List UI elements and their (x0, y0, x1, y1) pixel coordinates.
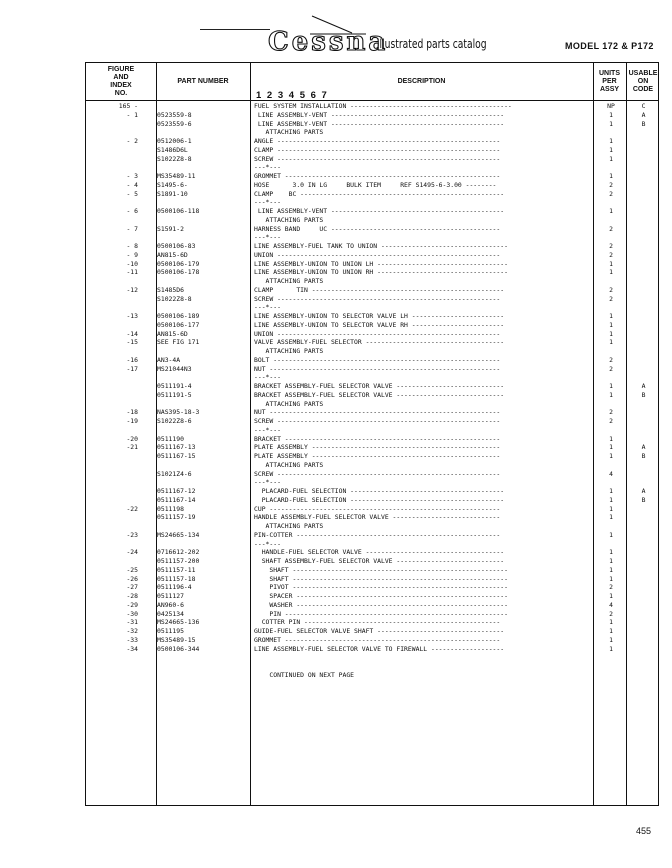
units-cell: 1 (609, 644, 613, 653)
row-index-cell: -33 (126, 635, 138, 644)
row-index-cell: 165 - (118, 102, 138, 110)
row-index-cell: -20 (126, 434, 138, 443)
table-row (86, 435, 660, 443)
table-row (86, 146, 660, 154)
description-cell: ---*--- (254, 539, 281, 548)
description-cell: PLACARD-FUEL SELECTION ---------------------------------------- (254, 495, 505, 504)
row-index-cell: -16 (126, 355, 138, 364)
usable-code-cell: B (641, 452, 646, 460)
description-cell: ---*--- (254, 303, 281, 312)
table-row (86, 207, 660, 215)
table-row (86, 172, 660, 180)
units-cell: 1 (609, 574, 613, 583)
table-row (86, 382, 660, 390)
description-cell: HARNESS BAND UC -------------------------------------------- (254, 224, 501, 233)
units-cell: 1 (609, 565, 613, 574)
units-cell: 4 (609, 600, 613, 609)
part-number-cell: S1022Z8-8 (157, 294, 192, 303)
units-cell: NP (607, 102, 615, 110)
description-cell: SPACER ------------------------------------------------------- (254, 592, 508, 600)
units-cell: 1 (609, 119, 613, 128)
description-cell: SHAFT -------------------------------------------------------- (254, 565, 508, 574)
description-cell: ATTACHING PARTS (254, 277, 324, 285)
description-cell: PLATE ASSEMBLY ------------------------------------------------- (254, 443, 501, 452)
table-row (86, 321, 660, 329)
units-cell: 1 (609, 338, 613, 347)
units-cell: 2 (609, 294, 613, 303)
description-cell: LINE ASSEMBLY-UNION TO UNION RH ---------------------------------- (254, 268, 508, 277)
part-number-cell: AN960-6 (157, 600, 184, 609)
part-number-cell: 0511157-11 (157, 565, 196, 574)
row-index-cell: -23 (126, 530, 138, 539)
description-cell: ---*--- (254, 478, 281, 487)
row-index-cell: -24 (126, 548, 138, 557)
description-cell: PLACARD-FUEL SELECTION ---------------------------------------- (254, 487, 505, 495)
part-number-cell: AN3-4A (157, 355, 181, 364)
description-cell: LINE ASSEMBLY-VENT --------------------------------------------- (254, 110, 505, 119)
part-number-cell: 0500106-179 (157, 259, 200, 268)
table-row (86, 295, 660, 303)
row-index-cell: - 4 (126, 180, 138, 189)
table-row (86, 181, 660, 189)
part-number-cell: MS35489-11 (157, 172, 196, 180)
table-row (86, 443, 660, 451)
table-row (86, 627, 660, 635)
units-cell: 1 (609, 312, 613, 320)
description-cell: SCREW ---------------------------------------------------------- (254, 294, 501, 303)
units-cell: 1 (609, 443, 613, 452)
row-index-cell: -30 (126, 609, 138, 618)
units-cell: 2 (609, 583, 613, 592)
row-index-cell: -27 (126, 583, 138, 592)
row-index-cell: -12 (126, 285, 138, 294)
table-row (86, 190, 660, 198)
table-row (86, 155, 660, 163)
units-cell: 4 (609, 469, 613, 478)
description-cell: ATTACHING PARTS (254, 460, 324, 469)
brand-rule (200, 29, 270, 30)
part-number-cell: S1495-6- (157, 180, 188, 189)
row-index-cell: -26 (126, 574, 138, 583)
usable-code-cell: B (641, 390, 646, 399)
description-cell: GUIDE-FUEL SELECTOR VALVE SHAFT --------------------------------- (254, 627, 505, 635)
units-cell: 1 (609, 530, 613, 539)
description-cell: PIN ---------------------------------------------------------- (254, 609, 508, 618)
units-cell: 1 (609, 618, 613, 627)
table-row (86, 225, 660, 233)
table-row (86, 391, 660, 399)
description-cell: BOLT ----------------------------------------------------------- (254, 355, 501, 364)
units-cell: 1 (609, 320, 613, 329)
description-cell: ATTACHING PARTS (254, 347, 324, 355)
part-number-cell: 0512006-1 (157, 137, 192, 145)
table-row (86, 356, 660, 364)
description-cell: CLAMP ---------------------------------------------------------- (254, 145, 501, 154)
table-row (86, 303, 660, 311)
description-cell: PIN-COTTER ----------------------------------------------------- (254, 530, 501, 539)
row-index-cell: - 5 (126, 189, 138, 198)
table-row (86, 566, 660, 574)
part-number-header: PART NUMBER (177, 77, 229, 85)
units-cell: 1 (609, 635, 613, 644)
description-cell: ATTACHING PARTS (254, 128, 324, 137)
table-row (86, 513, 660, 521)
model-label: MODEL 172 & P172 (565, 41, 654, 51)
header-divider (86, 100, 658, 101)
description-cell: WASHER ------------------------------------------------------- (254, 600, 508, 609)
table-row (86, 251, 660, 259)
description-cell: PIVOT -------------------------------------------------------- (254, 583, 508, 592)
description-cell: CUP ------------------------------------------------------------ (254, 504, 501, 513)
units-cell: 1 (609, 592, 613, 600)
part-number-cell: 0511191-5 (157, 390, 192, 399)
description-cell: ATTACHING PARTS (254, 215, 324, 224)
part-number-cell: S1022Z8-6 (157, 417, 192, 425)
description-cell: NUT ------------------------------------------------------------ (254, 364, 501, 373)
table-row (86, 548, 660, 556)
table-row (86, 522, 660, 530)
description-cell: LINE ASSEMBLY-FUEL SELECTOR VALVE TO FIREWALL ------------------- (254, 644, 505, 653)
description-cell: CLAMP BC ----------------------------------------------------- (254, 189, 505, 198)
description-cell: ---*--- (254, 163, 281, 172)
units-cell: 1 (609, 513, 613, 522)
description-cell: HANDLE-FUEL SELECTOR VALVE ------------------------------------ (254, 548, 505, 557)
part-number-cell: MS35489-15 (157, 635, 196, 644)
units-cell: 2 (609, 417, 613, 425)
units-cell: 2 (609, 609, 613, 618)
units-cell: 1 (609, 627, 613, 635)
description-cell: SHAFT -------------------------------------------------------- (254, 574, 508, 583)
table-row (86, 671, 660, 679)
units-cell: 1 (609, 137, 613, 145)
description-cell: SHAFT ASSEMBLY-FUEL SELECTOR VALVE ---------------------------- (254, 557, 505, 565)
row-index-cell: -34 (126, 644, 138, 653)
description-cell: GROMMET -------------------------------------------------------- (254, 172, 501, 180)
units-cell: 1 (609, 390, 613, 399)
catalog-title: illustrated parts catalog (377, 37, 487, 51)
part-number-cell: MS24665-134 (157, 530, 200, 539)
table-row (86, 487, 660, 495)
part-number-cell: 0511191-4 (157, 382, 192, 390)
row-index-cell: -10 (126, 259, 138, 268)
description-cell: UNION ---------------------------------------------------------- (254, 329, 501, 338)
row-index-cell: -15 (126, 338, 138, 347)
part-number-cell: S1022Z8-8 (157, 154, 192, 163)
part-number-cell: S1485D6 (157, 285, 184, 294)
page-header (0, 0, 672, 64)
table-row (86, 373, 660, 381)
description-cell: COTTER PIN --------------------------------------------------- (254, 618, 501, 627)
part-number-cell: SEE FIG 171 (157, 338, 200, 347)
part-number-cell: AN815-6D (157, 329, 188, 338)
figure-index-header: FIGURE AND INDEX NO. (107, 65, 135, 97)
units-cell: 1 (609, 495, 613, 504)
table-row (86, 330, 660, 338)
units-header: UNITS PER ASSY (599, 69, 620, 93)
units-cell: 2 (609, 242, 613, 250)
units-cell: 1 (609, 172, 613, 180)
table-row (86, 618, 660, 626)
part-number-cell: S1591-2 (157, 224, 184, 233)
table-row (86, 592, 660, 600)
table-row (86, 260, 660, 268)
table-row (86, 557, 660, 565)
table-row (86, 408, 660, 416)
part-number-cell: 0500106-118 (157, 207, 200, 215)
part-number-cell: S1021Z4-6 (157, 469, 192, 478)
row-index-cell: - 2 (126, 137, 138, 145)
units-cell: 1 (609, 145, 613, 154)
table-row (86, 426, 660, 434)
table-row (86, 233, 660, 241)
usable-code-cell: C (641, 102, 646, 110)
part-number-cell: 0511195 (157, 627, 184, 635)
table-row (86, 365, 660, 373)
row-index-cell: -22 (126, 504, 138, 513)
table-row (86, 137, 660, 145)
row-index-cell: -21 (126, 443, 138, 452)
part-number-cell: NAS395-18-3 (157, 408, 200, 417)
description-cell: LINE ASSEMBLY-UNION TO SELECTOR VALVE RH ------------------------ (254, 320, 505, 329)
description-cell: SCREW ---------------------------------------------------------- (254, 469, 501, 478)
units-cell: 1 (609, 259, 613, 268)
description-cell: LINE ASSEMBLY-UNION TO SELECTOR VALVE LH ------------------------ (254, 312, 505, 320)
part-number-cell: 0500106-177 (157, 320, 200, 329)
part-number-cell: AN815-6D (157, 250, 188, 259)
units-cell: 1 (609, 110, 613, 119)
description-cell: ---*--- (254, 425, 281, 434)
part-number-cell: 0425134 (157, 609, 184, 618)
table-row (86, 216, 660, 224)
page-number: 455 (636, 826, 652, 836)
description-cell: LINE ASSEMBLY-VENT --------------------------------------------- (254, 119, 505, 128)
brand-logo: Cessna (268, 27, 389, 57)
row-index-cell: -29 (126, 600, 138, 609)
row-index-cell: -19 (126, 417, 138, 425)
units-cell: 1 (609, 452, 613, 460)
units-cell: 2 (609, 180, 613, 189)
row-index-cell: - 6 (126, 207, 138, 215)
part-number-cell: 0500106-344 (157, 644, 200, 653)
table-row (86, 636, 660, 644)
usable-code-cell: A (641, 443, 646, 452)
row-index-cell: - 1 (126, 110, 138, 119)
table-row (86, 461, 660, 469)
units-cell: 1 (609, 207, 613, 215)
part-number-cell: 0511167-13 (157, 443, 196, 452)
description-cell: BRACKET ASSEMBLY-FUEL SELECTOR VALVE ---------------------------- (254, 390, 505, 399)
table-row (86, 198, 660, 206)
table-row (86, 478, 660, 486)
table-row (86, 400, 660, 408)
table-row (86, 505, 660, 513)
description-cell: LINE ASSEMBLY-VENT --------------------------------------------- (254, 207, 505, 215)
part-number-cell: 0511167-15 (157, 452, 196, 460)
table-row (86, 312, 660, 320)
row-index-cell: -18 (126, 408, 138, 417)
usable-code-header: USABLE ON CODE (628, 69, 658, 93)
description-cell: ---*--- (254, 198, 281, 207)
units-cell: 1 (609, 329, 613, 338)
table-row (86, 277, 660, 285)
description-cell: GROMMET -------------------------------------------------------- (254, 635, 501, 644)
description-cell: BRACKET ASSEMBLY-FUEL SELECTOR VALVE ---------------------------- (254, 382, 505, 390)
part-number-cell: MS24665-136 (157, 618, 200, 627)
table-row (86, 601, 660, 609)
part-number-cell: 0500106-178 (157, 268, 200, 277)
table-row (86, 496, 660, 504)
table-row (86, 163, 660, 171)
description-cell: SCREW ---------------------------------------------------------- (254, 154, 501, 163)
table-row (86, 540, 660, 548)
units-cell: 1 (609, 557, 613, 565)
units-cell: 2 (609, 285, 613, 294)
units-cell: 2 (609, 250, 613, 259)
description-cell: SCREW ---------------------------------------------------------- (254, 417, 501, 425)
units-cell: 2 (609, 224, 613, 233)
table-row (86, 583, 660, 591)
row-index-cell: -14 (126, 329, 138, 338)
row-index-cell: - 8 (126, 242, 138, 250)
units-cell: 2 (609, 408, 613, 417)
part-number-cell: 0511167-12 (157, 487, 196, 495)
part-number-cell: S1891-10 (157, 189, 188, 198)
row-index-cell: -13 (126, 312, 138, 320)
table-row (86, 452, 660, 460)
description-cell: NUT ------------------------------------------------------------ (254, 408, 501, 417)
row-index-cell: - 7 (126, 224, 138, 233)
description-cell: PLATE ASSEMBLY ------------------------------------------------- (254, 452, 501, 460)
row-index-cell: -25 (126, 565, 138, 574)
parts-table (85, 62, 659, 806)
usable-code-cell: B (641, 119, 646, 128)
table-row (86, 417, 660, 425)
part-number-cell: S1486D6L (157, 145, 188, 154)
description-cell: ---*--- (254, 233, 281, 242)
table-row (86, 268, 660, 276)
part-number-cell: MS21044N3 (157, 364, 192, 373)
part-number-cell: 0511167-14 (157, 495, 196, 504)
units-cell: 2 (609, 364, 613, 373)
table-row (86, 120, 660, 128)
units-cell: 1 (609, 154, 613, 163)
part-number-cell: 0500106-83 (157, 242, 196, 250)
table-row (86, 575, 660, 583)
part-number-cell: 0523559-8 (157, 110, 192, 119)
usable-code-cell: A (641, 110, 646, 119)
description-cell: LINE ASSEMBLY-FUEL TANK TO UNION --------------------------------- (254, 242, 508, 250)
row-index-cell: -11 (126, 268, 138, 277)
usable-code-cell: A (641, 487, 646, 495)
row-index-cell: - 9 (126, 250, 138, 259)
description-cell: ATTACHING PARTS (254, 522, 324, 530)
row-index-cell: -28 (126, 592, 138, 600)
table-row (86, 111, 660, 119)
description-cell: ---*--- (254, 373, 281, 382)
table-row (86, 128, 660, 136)
description-cell: UNION ---------------------------------------------------------- (254, 250, 501, 259)
description-cell: HOSE 3.0 IN LG BULK ITEM REF S1495-6-3.00 -------- (254, 180, 497, 189)
usable-code-cell: B (641, 495, 646, 504)
part-number-cell: 0716612-202 (157, 548, 200, 557)
description-cell: CONTINUED ON NEXT PAGE (254, 670, 355, 679)
table-row (86, 347, 660, 355)
part-number-cell: 0511157-200 (157, 557, 200, 565)
part-number-cell: 0511157-18 (157, 574, 196, 583)
table-row (86, 645, 660, 653)
table-row (86, 242, 660, 250)
row-index-cell: - 3 (126, 172, 138, 180)
part-number-cell: 0500106-189 (157, 312, 200, 320)
table-row (86, 338, 660, 346)
table-row (86, 531, 660, 539)
table-row (86, 610, 660, 618)
part-number-cell: 0511196-4 (157, 583, 192, 592)
units-cell: 1 (609, 382, 613, 390)
table-row (86, 286, 660, 294)
table-row (86, 102, 660, 110)
part-number-cell: 0511198 (157, 504, 184, 513)
row-index-cell: -31 (126, 618, 138, 627)
description-cell: BRACKET -------------------------------------------------------- (254, 434, 501, 443)
row-index-cell: -32 (126, 627, 138, 635)
part-number-cell: 0511190 (157, 434, 184, 443)
units-cell: 1 (609, 487, 613, 495)
units-cell: 2 (609, 355, 613, 364)
description-cell: ATTACHING PARTS (254, 399, 324, 408)
description-cell: CLAMP TIN -------------------------------------------------- (254, 285, 505, 294)
part-number-cell: 0511157-19 (157, 513, 196, 522)
part-number-cell: 0523559-6 (157, 119, 192, 128)
table-row (86, 653, 660, 661)
description-cell: FUEL SYSTEM INSTALLATION ------------------------------------------ (254, 102, 512, 110)
description-cell: HANDLE ASSEMBLY-FUEL SELECTOR VALVE ---------------------------- (254, 513, 501, 522)
usable-code-cell: A (641, 382, 646, 390)
description-cell: VALVE ASSEMBLY-FUEL SELECTOR ------------------------------------ (254, 338, 505, 347)
units-cell: 2 (609, 189, 613, 198)
units-cell: 1 (609, 504, 613, 513)
description-header: DESCRIPTION (397, 77, 446, 85)
description-cell: LINE ASSEMBLY-UNION TO UNION LH ---------------------------------- (254, 259, 508, 268)
table-row (86, 662, 660, 670)
part-number-cell: 0511127 (157, 592, 184, 600)
row-index-cell: -17 (126, 364, 138, 373)
description-cell: ANGLE ---------------------------------------------------------- (254, 137, 501, 145)
units-cell: 1 (609, 548, 613, 557)
indent-digits: 1 2 3 4 5 6 7 (256, 90, 329, 101)
table-row (86, 470, 660, 478)
units-cell: 1 (609, 268, 613, 277)
units-cell: 1 (609, 434, 613, 443)
